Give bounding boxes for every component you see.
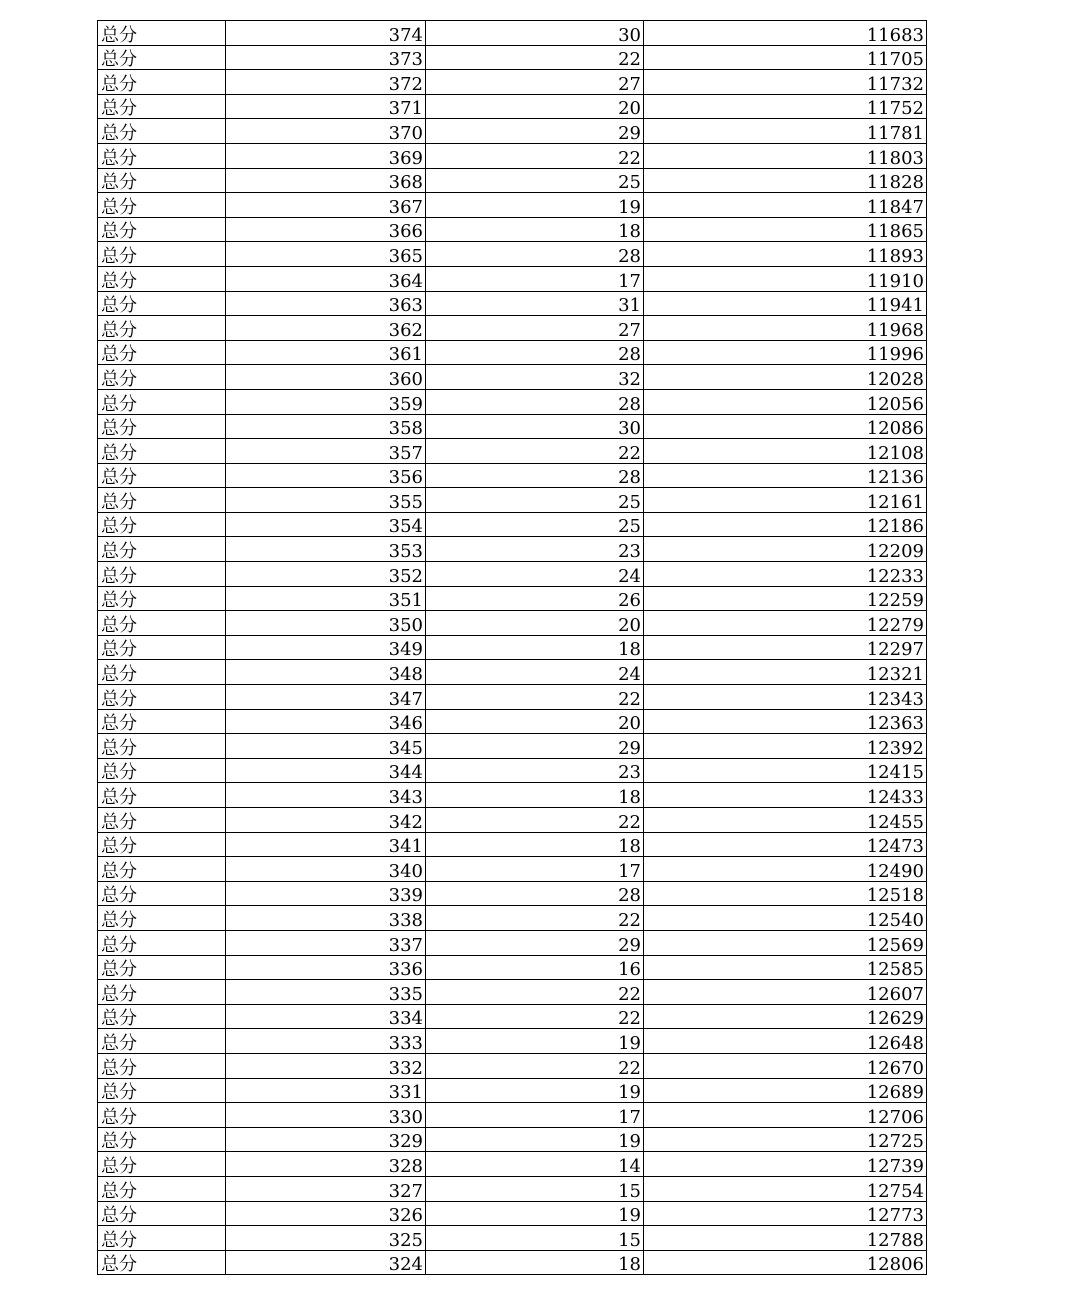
- table-row: [98, 242, 927, 267]
- count-cell: 22: [426, 906, 644, 931]
- table-row: [98, 389, 927, 414]
- subject-cell: 总分: [98, 1201, 226, 1226]
- count-cell: 27: [426, 316, 644, 341]
- cumulative-cell: 11968: [644, 316, 927, 341]
- score-cell: 333: [226, 1029, 426, 1054]
- score-cell: 324: [226, 1250, 426, 1275]
- cumulative-cell: 11847: [644, 193, 927, 218]
- count-cell: 23: [426, 758, 644, 783]
- score-cell: 352: [226, 562, 426, 587]
- subject-cell: 总分: [98, 635, 226, 660]
- cumulative-cell: 11865: [644, 217, 927, 242]
- cumulative-cell: 12108: [644, 439, 927, 464]
- cumulative-cell: 12540: [644, 906, 927, 931]
- cumulative-cell: 11781: [644, 119, 927, 144]
- score-cell: 368: [226, 168, 426, 193]
- score-cell: 371: [226, 94, 426, 119]
- subject-cell: 总分: [98, 562, 226, 587]
- table-row: [98, 316, 927, 341]
- table-row: [98, 1053, 927, 1078]
- cumulative-cell: 12363: [644, 709, 927, 734]
- table-row: [98, 1029, 927, 1054]
- subject-cell: 总分: [98, 1103, 226, 1128]
- cumulative-cell: 12186: [644, 512, 927, 537]
- count-cell: 31: [426, 291, 644, 316]
- count-cell: 17: [426, 857, 644, 882]
- cumulative-cell: 12607: [644, 980, 927, 1005]
- subject-cell: 总分: [98, 242, 226, 267]
- count-cell: 30: [426, 414, 644, 439]
- cumulative-cell: 12161: [644, 488, 927, 513]
- table-row: [98, 193, 927, 218]
- cumulative-cell: 12433: [644, 783, 927, 808]
- subject-cell: 总分: [98, 930, 226, 955]
- score-cell: 357: [226, 439, 426, 464]
- subject-cell: 总分: [98, 193, 226, 218]
- subject-cell: 总分: [98, 1053, 226, 1078]
- table-row: [98, 980, 927, 1005]
- count-cell: 28: [426, 881, 644, 906]
- subject-cell: 总分: [98, 586, 226, 611]
- subject-cell: 总分: [98, 463, 226, 488]
- count-cell: 16: [426, 955, 644, 980]
- table-row: [98, 439, 927, 464]
- table-row: [98, 119, 927, 144]
- count-cell: 20: [426, 94, 644, 119]
- score-cell: 366: [226, 217, 426, 242]
- cumulative-cell: 11941: [644, 291, 927, 316]
- score-cell: 360: [226, 365, 426, 390]
- table-row: [98, 955, 927, 980]
- count-cell: 19: [426, 1078, 644, 1103]
- subject-cell: 总分: [98, 1078, 226, 1103]
- cumulative-cell: 12569: [644, 930, 927, 955]
- table-row: [98, 217, 927, 242]
- count-cell: 29: [426, 734, 644, 759]
- score-cell: 325: [226, 1226, 426, 1251]
- score-cell: 343: [226, 783, 426, 808]
- table-row: [98, 21, 927, 46]
- count-cell: 17: [426, 266, 644, 291]
- subject-cell: 总分: [98, 783, 226, 808]
- count-cell: 28: [426, 242, 644, 267]
- count-cell: 29: [426, 930, 644, 955]
- table-row: [98, 94, 927, 119]
- score-table-body: [98, 21, 927, 1275]
- cumulative-cell: 12788: [644, 1226, 927, 1251]
- count-cell: 32: [426, 365, 644, 390]
- score-cell: 369: [226, 143, 426, 168]
- count-cell: 22: [426, 980, 644, 1005]
- table-row: [98, 266, 927, 291]
- subject-cell: 总分: [98, 537, 226, 562]
- count-cell: 18: [426, 783, 644, 808]
- subject-cell: 总分: [98, 266, 226, 291]
- score-cell: 326: [226, 1201, 426, 1226]
- table-row: [98, 1127, 927, 1152]
- count-cell: 20: [426, 709, 644, 734]
- cumulative-cell: 12490: [644, 857, 927, 882]
- score-cell: 340: [226, 857, 426, 882]
- score-cell: 335: [226, 980, 426, 1005]
- subject-cell: 总分: [98, 217, 226, 242]
- count-cell: 18: [426, 217, 644, 242]
- count-cell: 22: [426, 808, 644, 833]
- score-cell: 346: [226, 709, 426, 734]
- subject-cell: 总分: [98, 808, 226, 833]
- cumulative-cell: 12279: [644, 611, 927, 636]
- table-row: [98, 45, 927, 70]
- subject-cell: 总分: [98, 291, 226, 316]
- cumulative-cell: 12297: [644, 635, 927, 660]
- count-cell: 29: [426, 119, 644, 144]
- table-row: [98, 930, 927, 955]
- cumulative-cell: 12739: [644, 1152, 927, 1177]
- cumulative-cell: 12392: [644, 734, 927, 759]
- count-cell: 15: [426, 1176, 644, 1201]
- table-row: [98, 808, 927, 833]
- table-row: [98, 1201, 927, 1226]
- cumulative-cell: 11752: [644, 94, 927, 119]
- table-row: [98, 562, 927, 587]
- subject-cell: 总分: [98, 143, 226, 168]
- score-cell: 361: [226, 340, 426, 365]
- table-row: [98, 1152, 927, 1177]
- subject-cell: 总分: [98, 94, 226, 119]
- count-cell: 24: [426, 660, 644, 685]
- table-row: [98, 857, 927, 882]
- cumulative-cell: 12773: [644, 1201, 927, 1226]
- table-row: [98, 1103, 927, 1128]
- cumulative-cell: 12233: [644, 562, 927, 587]
- count-cell: 27: [426, 70, 644, 95]
- score-cell: 332: [226, 1053, 426, 1078]
- count-cell: 15: [426, 1226, 644, 1251]
- count-cell: 22: [426, 45, 644, 70]
- cumulative-cell: 11732: [644, 70, 927, 95]
- subject-cell: 总分: [98, 685, 226, 710]
- score-cell: 347: [226, 685, 426, 710]
- table-row: [98, 291, 927, 316]
- table-row: [98, 635, 927, 660]
- count-cell: 18: [426, 1250, 644, 1275]
- score-cell: 329: [226, 1127, 426, 1152]
- cumulative-cell: 12415: [644, 758, 927, 783]
- table-row: [98, 783, 927, 808]
- subject-cell: 总分: [98, 45, 226, 70]
- subject-cell: 总分: [98, 1029, 226, 1054]
- table-row: [98, 488, 927, 513]
- score-cell: 367: [226, 193, 426, 218]
- table-row: [98, 1250, 927, 1275]
- subject-cell: 总分: [98, 1152, 226, 1177]
- table-row: [98, 340, 927, 365]
- score-cell: 362: [226, 316, 426, 341]
- cumulative-cell: 11828: [644, 168, 927, 193]
- score-cell: 359: [226, 389, 426, 414]
- table-row: [98, 685, 927, 710]
- count-cell: 22: [426, 685, 644, 710]
- count-cell: 25: [426, 512, 644, 537]
- table-row: [98, 660, 927, 685]
- subject-cell: 总分: [98, 439, 226, 464]
- subject-cell: 总分: [98, 980, 226, 1005]
- table-row: [98, 709, 927, 734]
- score-cell: 330: [226, 1103, 426, 1128]
- score-cell: 351: [226, 586, 426, 611]
- count-cell: 20: [426, 611, 644, 636]
- table-row: [98, 414, 927, 439]
- score-cell: 348: [226, 660, 426, 685]
- subject-cell: 总分: [98, 512, 226, 537]
- score-cell: 358: [226, 414, 426, 439]
- cumulative-cell: 12518: [644, 881, 927, 906]
- subject-cell: 总分: [98, 1127, 226, 1152]
- subject-cell: 总分: [98, 709, 226, 734]
- cumulative-cell: 11705: [644, 45, 927, 70]
- score-cell: 342: [226, 808, 426, 833]
- score-cell: 372: [226, 70, 426, 95]
- table-row: [98, 1004, 927, 1029]
- table-row: [98, 832, 927, 857]
- subject-cell: 总分: [98, 119, 226, 144]
- count-cell: 19: [426, 1201, 644, 1226]
- subject-cell: 总分: [98, 1250, 226, 1275]
- cumulative-cell: 12056: [644, 389, 927, 414]
- count-cell: 24: [426, 562, 644, 587]
- score-cell: 356: [226, 463, 426, 488]
- count-cell: 30: [426, 21, 644, 46]
- count-cell: 19: [426, 1127, 644, 1152]
- table-row: [98, 881, 927, 906]
- score-cell: 336: [226, 955, 426, 980]
- table-row: [98, 734, 927, 759]
- score-cell: 328: [226, 1152, 426, 1177]
- subject-cell: 总分: [98, 857, 226, 882]
- score-cell: 350: [226, 611, 426, 636]
- count-cell: 23: [426, 537, 644, 562]
- score-cell: 337: [226, 930, 426, 955]
- subject-cell: 总分: [98, 340, 226, 365]
- score-cell: 355: [226, 488, 426, 513]
- score-cell: 370: [226, 119, 426, 144]
- subject-cell: 总分: [98, 906, 226, 931]
- count-cell: 19: [426, 193, 644, 218]
- table-row: [98, 1176, 927, 1201]
- score-cell: 341: [226, 832, 426, 857]
- count-cell: 17: [426, 1103, 644, 1128]
- cumulative-cell: 12455: [644, 808, 927, 833]
- score-cell: 354: [226, 512, 426, 537]
- cumulative-cell: 12648: [644, 1029, 927, 1054]
- count-cell: 14: [426, 1152, 644, 1177]
- table-row: [98, 512, 927, 537]
- subject-cell: 总分: [98, 21, 226, 46]
- table-row: [98, 586, 927, 611]
- subject-cell: 总分: [98, 955, 226, 980]
- count-cell: 28: [426, 463, 644, 488]
- score-cell: 363: [226, 291, 426, 316]
- score-cell: 374: [226, 21, 426, 46]
- cumulative-cell: 12028: [644, 365, 927, 390]
- table-row: [98, 1226, 927, 1251]
- cumulative-cell: 12086: [644, 414, 927, 439]
- table-row: [98, 143, 927, 168]
- table-row: [98, 168, 927, 193]
- table-row: [98, 463, 927, 488]
- cumulative-cell: 12670: [644, 1053, 927, 1078]
- cumulative-cell: 12585: [644, 955, 927, 980]
- subject-cell: 总分: [98, 832, 226, 857]
- score-cell: 345: [226, 734, 426, 759]
- cumulative-cell: 11803: [644, 143, 927, 168]
- subject-cell: 总分: [98, 316, 226, 341]
- count-cell: 25: [426, 488, 644, 513]
- cumulative-cell: 12806: [644, 1250, 927, 1275]
- table-row: [98, 611, 927, 636]
- table-row: [98, 1078, 927, 1103]
- subject-cell: 总分: [98, 365, 226, 390]
- score-cell: 331: [226, 1078, 426, 1103]
- score-cell: 364: [226, 266, 426, 291]
- count-cell: 22: [426, 143, 644, 168]
- score-table: [97, 20, 927, 1275]
- count-cell: 28: [426, 340, 644, 365]
- count-cell: 28: [426, 389, 644, 414]
- score-cell: 327: [226, 1176, 426, 1201]
- count-cell: 22: [426, 1053, 644, 1078]
- subject-cell: 总分: [98, 168, 226, 193]
- score-cell: 365: [226, 242, 426, 267]
- count-cell: 18: [426, 635, 644, 660]
- score-cell: 373: [226, 45, 426, 70]
- score-cell: 349: [226, 635, 426, 660]
- cumulative-cell: 12343: [644, 685, 927, 710]
- table-row: [98, 70, 927, 95]
- cumulative-cell: 12689: [644, 1078, 927, 1103]
- score-cell: 338: [226, 906, 426, 931]
- count-cell: 18: [426, 832, 644, 857]
- count-cell: 19: [426, 1029, 644, 1054]
- count-cell: 26: [426, 586, 644, 611]
- subject-cell: 总分: [98, 1226, 226, 1251]
- subject-cell: 总分: [98, 881, 226, 906]
- cumulative-cell: 11910: [644, 266, 927, 291]
- count-cell: 25: [426, 168, 644, 193]
- score-cell: 339: [226, 881, 426, 906]
- subject-cell: 总分: [98, 611, 226, 636]
- subject-cell: 总分: [98, 1004, 226, 1029]
- cumulative-cell: 12136: [644, 463, 927, 488]
- subject-cell: 总分: [98, 70, 226, 95]
- table-row: [98, 906, 927, 931]
- cumulative-cell: 11893: [644, 242, 927, 267]
- subject-cell: 总分: [98, 660, 226, 685]
- count-cell: 22: [426, 1004, 644, 1029]
- cumulative-cell: 12754: [644, 1176, 927, 1201]
- score-cell: 353: [226, 537, 426, 562]
- table-row: [98, 537, 927, 562]
- score-cell: 334: [226, 1004, 426, 1029]
- subject-cell: 总分: [98, 414, 226, 439]
- subject-cell: 总分: [98, 734, 226, 759]
- cumulative-cell: 12629: [644, 1004, 927, 1029]
- count-cell: 22: [426, 439, 644, 464]
- table-row: [98, 365, 927, 390]
- cumulative-cell: 11996: [644, 340, 927, 365]
- subject-cell: 总分: [98, 758, 226, 783]
- table-row: [98, 758, 927, 783]
- cumulative-cell: 12321: [644, 660, 927, 685]
- cumulative-cell: 12725: [644, 1127, 927, 1152]
- cumulative-cell: 11683: [644, 21, 927, 46]
- subject-cell: 总分: [98, 488, 226, 513]
- score-cell: 344: [226, 758, 426, 783]
- cumulative-cell: 12259: [644, 586, 927, 611]
- cumulative-cell: 12209: [644, 537, 927, 562]
- cumulative-cell: 12706: [644, 1103, 927, 1128]
- subject-cell: 总分: [98, 1176, 226, 1201]
- subject-cell: 总分: [98, 389, 226, 414]
- cumulative-cell: 12473: [644, 832, 927, 857]
